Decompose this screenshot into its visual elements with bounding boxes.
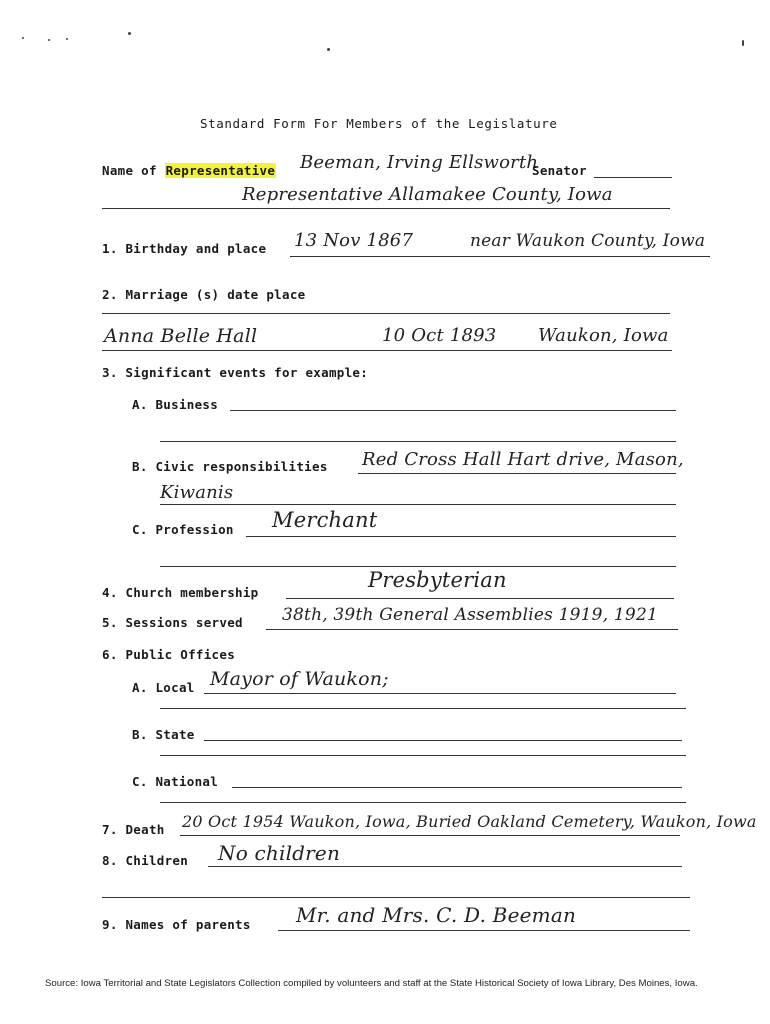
parents-line [278, 930, 690, 931]
scan-speck [327, 48, 330, 51]
civic-line-2 [160, 504, 676, 505]
children-label: 8. Children [102, 853, 189, 868]
sessions-line [266, 629, 678, 630]
name-line-2 [102, 208, 670, 209]
scan-speck [48, 39, 50, 41]
events-label: 3. Significant events for example: [102, 365, 369, 380]
form-title: Standard Form For Members of the Legislature [200, 116, 558, 131]
death-label: 7. Death [102, 822, 165, 837]
name-value-2: Representative Allamakee County, Iowa [242, 184, 613, 205]
state-line-2 [160, 755, 686, 756]
representative-highlight: Representative [165, 163, 276, 178]
senator-label: Senator [532, 163, 587, 178]
local-label: A. Local [132, 680, 195, 695]
civic-value-2: Kiwanis [160, 482, 234, 503]
death-value: 20 Oct 1954 Waukon, Iowa, Buried Oakland Cemetery, Waukon, Iowa [182, 812, 757, 831]
birthday-value: 13 Nov 1867 [294, 230, 414, 251]
source-footer: Source: Iowa Territorial and State Legislators Collection compiled by volunteers and staff at the State Historical Society of Iowa Library, Des Moines, Iowa. [45, 978, 698, 989]
business-label: A. Business [132, 397, 219, 412]
local-value: Mayor of Waukon; [210, 668, 389, 690]
national-label: C. National [132, 774, 219, 789]
local-line [204, 693, 676, 694]
children-line-2 [102, 897, 690, 898]
marriage-place: Waukon, Iowa [538, 325, 669, 346]
name-label [102, 163, 276, 178]
marriage-date: 10 Oct 1893 [382, 325, 497, 346]
parents-value: Mr. and Mrs. C. D. Beeman [296, 903, 577, 927]
scan-speck [742, 40, 744, 46]
scan-speck [22, 37, 24, 39]
profession-label: C. Profession [132, 522, 234, 537]
state-label: B. State [132, 727, 195, 742]
name-of-label: Name of [102, 163, 157, 178]
death-line [180, 835, 680, 836]
state-line [204, 740, 682, 741]
sessions-value: 38th, 39th General Assemblies 1919, 1921 [282, 605, 658, 625]
business-line-2 [160, 441, 676, 442]
civic-line [358, 473, 676, 474]
profession-value: Merchant [272, 508, 378, 532]
name-value: Beeman, Irving Ellsworth [300, 152, 539, 173]
birthday-place: near Waukon County, Iowa [470, 231, 706, 251]
church-label: 4. Church membership [102, 585, 259, 600]
birthday-label: 1. Birthday and place [102, 241, 267, 256]
profession-line [246, 536, 676, 537]
local-line-2 [160, 708, 686, 709]
marriage-name: Anna Belle Hall [104, 325, 258, 347]
birthday-line [290, 256, 710, 257]
civic-label: B. Civic responsibilities [132, 459, 328, 474]
marriage-line-1 [102, 313, 670, 314]
national-line-2 [160, 802, 686, 803]
marriage-line-2 [102, 350, 672, 351]
marriage-label: 2. Marriage (s) date place [102, 287, 306, 302]
business-line [230, 410, 676, 411]
church-value: Presbyterian [368, 568, 507, 592]
children-line [208, 866, 682, 867]
senator-line [594, 177, 672, 178]
profession-line-2 [160, 566, 676, 567]
national-line [232, 787, 682, 788]
public-offices-label: 6. Public Offices [102, 647, 236, 662]
civic-value: Red Cross Hall Hart drive, Mason, [362, 449, 684, 470]
parents-label: 9. Names of parents [102, 917, 251, 932]
children-value: No children [218, 841, 341, 865]
scan-speck [66, 38, 68, 40]
church-line [286, 598, 674, 599]
sessions-label: 5. Sessions served [102, 615, 243, 630]
scan-speck [128, 32, 131, 35]
